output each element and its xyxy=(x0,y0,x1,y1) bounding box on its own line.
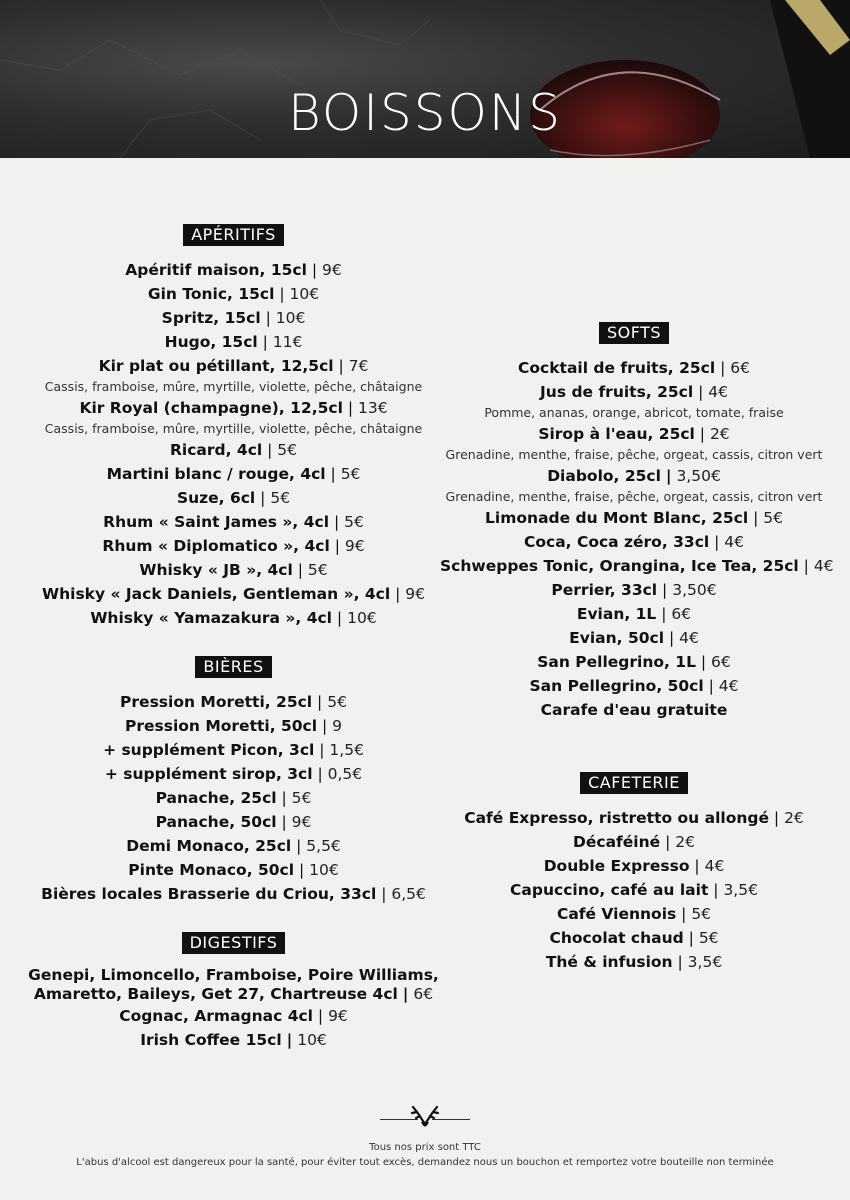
left-column xyxy=(20,224,447,1052)
menu-item: Cocktail de fruits, 25cl | 6€ xyxy=(518,359,750,377)
menu-item: + supplément Picon, 3cl | 1,5€ xyxy=(103,741,364,759)
menu-item: San Pellegrino, 1L | 6€ xyxy=(537,653,731,671)
menu-item: + supplément sirop, 3cl | 0,5€ xyxy=(104,765,363,783)
section-cafeterie xyxy=(440,772,828,974)
menu-item: Demi Monaco, 25cl | 5,5€ xyxy=(126,837,341,855)
item-note: Grenadine, menthe, fraise, pêche, orgeat, cassis, citron vert xyxy=(445,489,823,504)
menu-item: Coca, Coca zéro, 33cl | 4€ xyxy=(523,533,745,551)
menu-item: Diabolo, 25cl | 3,50€ xyxy=(547,467,721,485)
menu-item: Double Expresso | 4€ xyxy=(543,857,725,875)
menu-item: Panache, 25cl | 5€ xyxy=(155,789,312,807)
menu-item: Ricard, 4cl | 5€ xyxy=(169,441,298,459)
section-softs xyxy=(440,322,834,722)
menu-item: Café Viennois | 5€ xyxy=(556,905,712,923)
alcohol-warning: L'abus d'alcool est dangereux pour la santé, pour éviter tout excès, demandez nous un bouchon et remportez votre bouteille non terminée xyxy=(76,1157,774,1168)
right-column xyxy=(440,322,834,974)
menu-item: Capuccino, café au lait | 3,5€ xyxy=(510,881,758,899)
section-aperitifs xyxy=(20,224,447,630)
item-note: Cassis, framboise, mûre, myrtille, violette, pêche, châtaigne xyxy=(44,421,423,436)
section-title-digestifs: DIGESTIFS xyxy=(182,932,286,954)
menu-item: Jus de fruits, 25cl | 4€ xyxy=(540,383,728,401)
menu-item: Hugo, 15cl | 11€ xyxy=(164,333,303,351)
menu-item: Amaretto, Baileys, Get 27, Chartreuse 4cl | 6€ xyxy=(33,985,434,1003)
menu-item: Pression Moretti, 25cl | 5€ xyxy=(120,693,347,711)
section-bieres xyxy=(20,656,447,906)
menu-item: Irish Coffee 15cl | 10€ xyxy=(140,1031,327,1049)
menu-item: Spritz, 15cl | 10€ xyxy=(161,309,306,327)
divider xyxy=(432,1119,470,1120)
menu-item: Limonade du Mont Blanc, 25cl | 5€ xyxy=(485,509,783,527)
menu-item: Genepi, Limoncello, Framboise, Poire Williams, xyxy=(28,966,439,984)
menu-item: San Pellegrino, 50cl | 4€ xyxy=(529,677,739,695)
menu-item: Martini blanc / rouge, 4cl | 5€ xyxy=(106,465,361,483)
menu-item: Pression Moretti, 50cl | 9 xyxy=(124,717,343,735)
menu-item: Suze, 6cl | 5€ xyxy=(176,489,291,507)
antler-logo-icon xyxy=(408,1104,442,1132)
section-digestifs xyxy=(20,932,447,1052)
menu-item: Whisky « JB », 4cl | 5€ xyxy=(139,561,328,579)
section-title-softs: SOFTS xyxy=(599,322,669,344)
menu-item: Rhum « Saint James », 4cl | 5€ xyxy=(103,513,364,531)
item-note: Cassis, framboise, mûre, myrtille, violette, pêche, châtaigne xyxy=(44,379,423,394)
menu-item: Cognac, Armagnac 4cl | 9€ xyxy=(119,1007,348,1025)
menu-item: Café Expresso, ristretto ou allongé | 2€ xyxy=(464,809,804,827)
menu-item: Bières locales Brasserie du Criou, 33cl | 6,5€ xyxy=(41,885,426,903)
menu-item: Chocolat chaud | 5€ xyxy=(549,929,719,947)
menu-item: Pinte Monaco, 50cl | 10€ xyxy=(128,861,339,879)
menu-item: Rhum « Diplomatico », 4cl | 9€ xyxy=(102,537,365,555)
header-banner xyxy=(0,0,850,158)
item-note: Pomme, ananas, orange, abricot, tomate, fraise xyxy=(484,405,784,420)
menu-item: Whisky « Jack Daniels, Gentleman », 4cl | 9€ xyxy=(42,585,425,603)
menu-item: Evian, 1L | 6€ xyxy=(576,605,692,623)
item-note: Grenadine, menthe, fraise, pêche, orgeat, cassis, citron vert xyxy=(445,447,823,462)
menu-item: Sirop à l'eau, 25cl | 2€ xyxy=(538,425,730,443)
section-title-cafeterie: CAFETERIE xyxy=(580,772,688,794)
section-title-aperitifs: APÉRITIFS xyxy=(183,224,284,246)
menu-item: Carafe d'eau gratuite xyxy=(540,701,728,719)
menu-item: Décaféiné | 2€ xyxy=(573,833,695,851)
menu-item: Schweppes Tonic, Orangina, Ice Tea, 25cl | 4€ xyxy=(440,557,834,575)
page-title: BOISSONS xyxy=(288,84,562,142)
menu-item: Kir plat ou pétillant, 12,5cl | 7€ xyxy=(98,357,369,375)
menu-item: Panache, 50cl | 9€ xyxy=(155,813,312,831)
price-notice: Tous nos prix sont TTC xyxy=(369,1142,481,1153)
menu-item: Whisky « Yamazakura », 4cl | 10€ xyxy=(90,609,377,627)
section-title-bieres: BIÈRES xyxy=(195,656,271,678)
menu-item: Kir Royal (champagne), 12,5cl | 13€ xyxy=(79,399,388,417)
menu-item: Evian, 50cl | 4€ xyxy=(569,629,699,647)
menu-item: Gin Tonic, 15cl | 10€ xyxy=(147,285,320,303)
menu-item: Perrier, 33cl | 3,50€ xyxy=(551,581,717,599)
menu-item: Apéritif maison, 15cl | 9€ xyxy=(125,261,342,279)
menu-item: Thé & infusion | 3,5€ xyxy=(545,953,723,971)
